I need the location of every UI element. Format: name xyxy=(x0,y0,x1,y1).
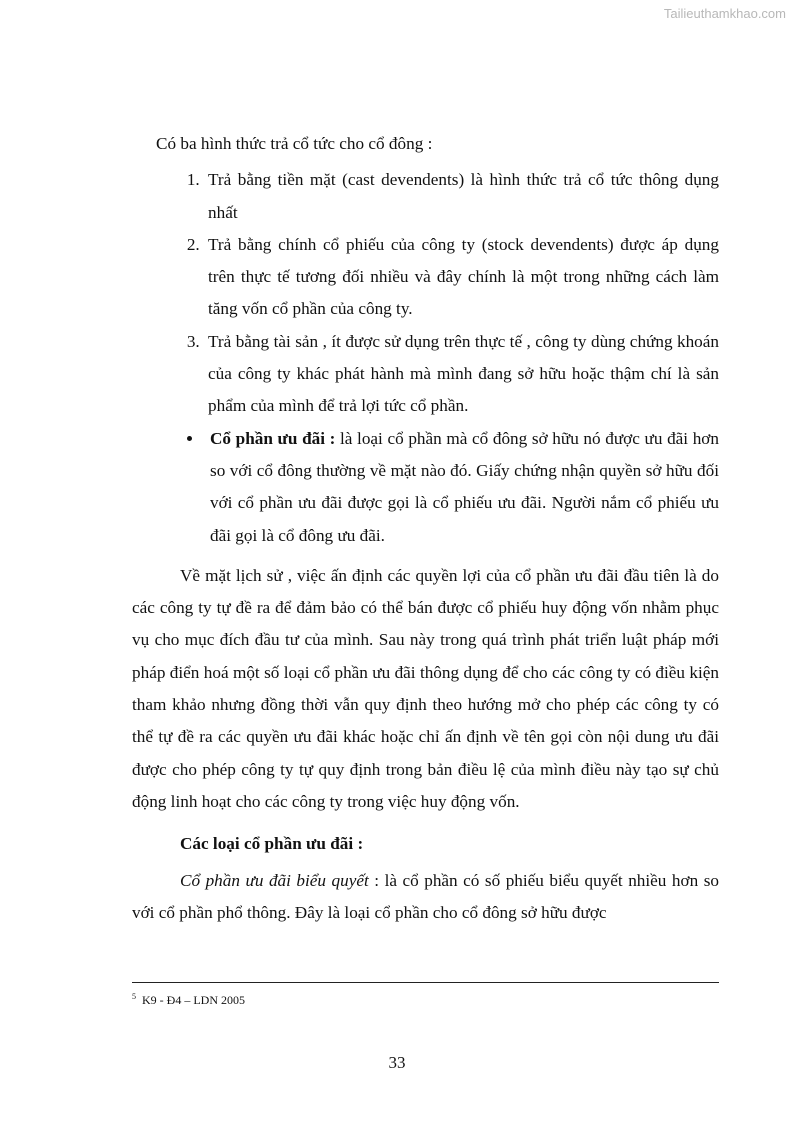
footnote-text: K9 - Đ4 – LDN 2005 xyxy=(142,993,245,1007)
section-heading: Các loại cổ phần ưu đãi : xyxy=(180,834,364,854)
voting-preferred-text: : là cổ phần có số phiếu biểu quyết nhiều hơn so với cổ phần phổ thông. Đây là loại cổ phần cho cổ đông sở hữu được xyxy=(132,870,719,922)
dividend-methods-list xyxy=(132,164,719,422)
history-paragraph: Về mặt lịch sử , việc ấn định các quyền lợi của cổ phần ưu đãi đầu tiên là do các công ty tự đề ra để đảm bảo có thể bán được cổ phiếu huy động vốn nhằm phục vụ cho mục đích đầu tư của mình. Sau này trong quá trình phát triển luật pháp mới pháp điển hoá một số loại cổ phần ưu đãi thông dụng để cho các công ty có điều kiện tham khảo nhưng đồng thời vẫn quy định theo hướng mở cho phép các công ty có thể tự đề ra các quyền ưu đãi khác hoặc chỉ ấn định về tên gọi còn nội dung ưu đãi được cho phép công ty tự quy định trong bản điều lệ của mình điều này tạo sự chủ động linh hoạt cho các công ty trong việc huy động vốn. xyxy=(132,565,719,811)
list-item: 2. Trả bằng chính cổ phiếu của công ty (stock devendents) được áp dụng trên thực tế tương đối nhiều và đây chính là một trong những cách làm tăng vốn cổ phần của công ty. xyxy=(204,229,719,326)
list-item: 1. Trả bằng tiền mặt (cast devendents) là hình thức trả cổ tức thông dụng nhất xyxy=(204,164,719,229)
preferred-shares-bullet xyxy=(132,423,719,552)
footnote-divider xyxy=(132,982,719,983)
preferred-definition-text: là loại cổ phần mà cổ đông sở hữu nó được ưu đãi hơn so với cổ đông thường về mặt nào đó. Giấy chứng nhận quyền sở hữu đối với cổ phần ưu đãi được gọi là cổ phiếu ưu đãi. Người nắm cổ phiếu ưu đãi gọi là cổ đông ưu đãi. xyxy=(210,428,719,545)
voting-preferred-term: Cổ phần ưu đãi biểu quyết xyxy=(180,870,369,890)
footnote-marker: 5 xyxy=(132,992,136,1001)
footnote xyxy=(132,992,245,1008)
preferred-term: Cổ phần ưu đãi : xyxy=(210,428,336,448)
intro-paragraph: Có ba hình thức trả cổ tức cho cổ đông : xyxy=(156,134,433,153)
watermark: Tailieuthamkhao.com xyxy=(663,6,786,21)
voting-preferred-paragraph xyxy=(132,865,719,930)
bullet-item xyxy=(204,423,719,552)
page-body xyxy=(132,128,719,929)
list-item: 3. Trả bằng tài sản , ít được sử dụng trên thực tế , công ty dùng chứng khoán của công ty khác phát hành mà mình đang sở hữu hoặc thậm chí là sản phẩm của mình để trả lợi tức cổ phần. xyxy=(204,326,719,423)
page-number: 33 xyxy=(388,1053,406,1072)
